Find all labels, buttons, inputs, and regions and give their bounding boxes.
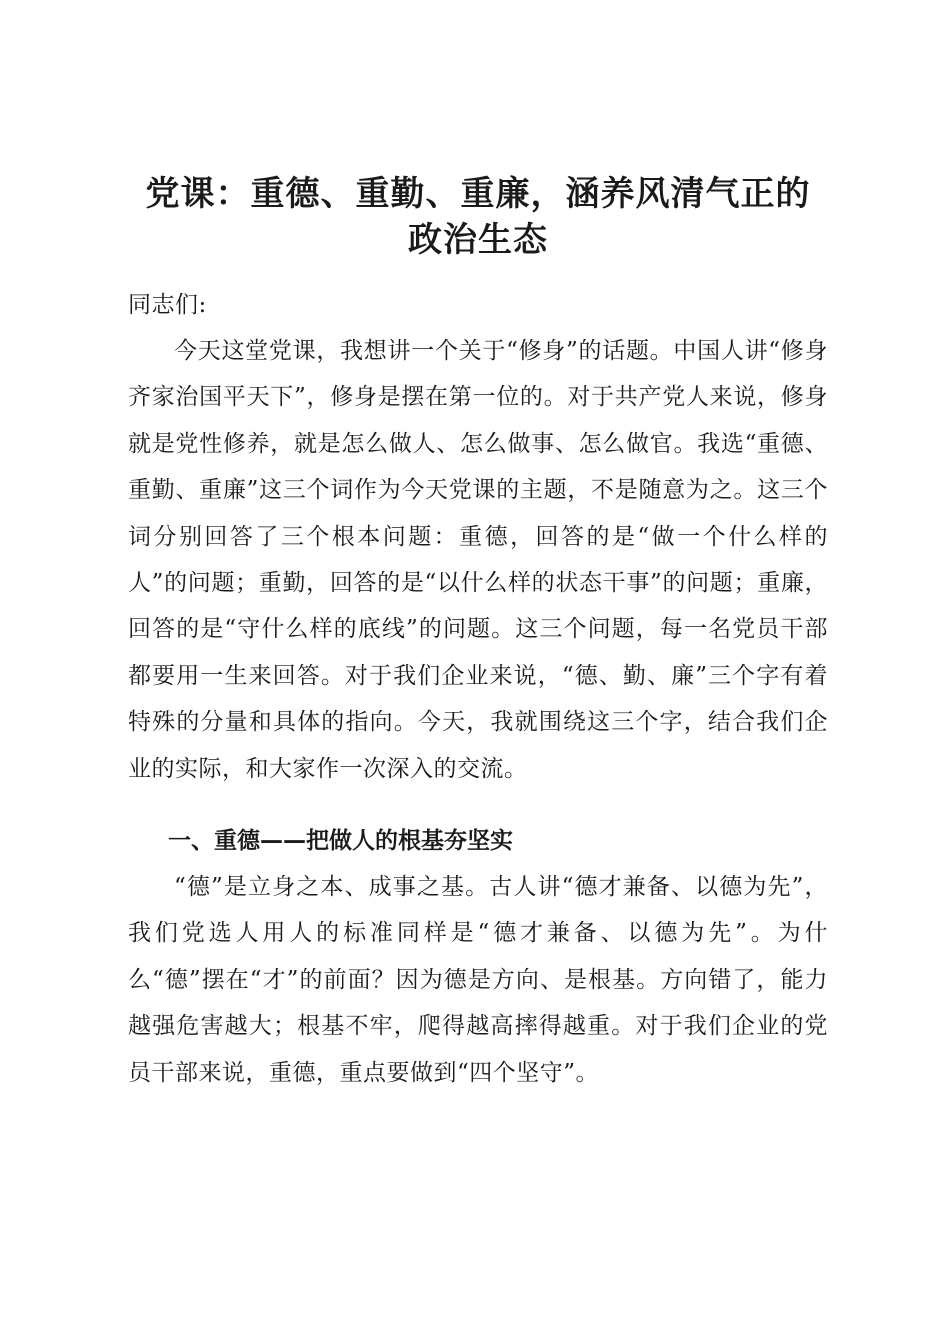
greeting: 同志们:	[128, 292, 207, 318]
intro-paragraph: 今天这堂党课，我想讲一个关于“修身”的话题。中国人讲“修身齐家治国平天下”，修身是摆在第一位的。对于共产党人来说，修身就是党性修养，就是怎么做人、怎么做事、怎么做官。我选“重德、重勤、重廉”这三个词作为今天党课的主题，不是随意为之。这三个词分别回答了三个根本问题：重德，回答的是“做一个什么样的人”的问题；重勤，回答的是“以什么样的状态干事”的问题；重廉，回答的是“守什么样的底线”的问题。这三个问题，每一名党员干部都要用一生来回答。对于我们企业来说，“德、勤、廉”三个字有着特殊的分量和具体的指向。今天，我就围绕这三个字，结合我们企业的实际，和大家作一次深入的交流。	[128, 338, 828, 782]
document-title-line-1: 党课：重德、重勤、重廉，涵养风清气正的	[145, 174, 811, 214]
section-1-paragraph: “德”是立身之本、成事之基。古人讲“德才兼备、以德为先”，我们党选人用人的标准同样是“德才兼备、以德为先”。为什么“德”摆在“才”的前面？因为德是方向、是根基。方向错了，能力越强危害越大；根基不牢，爬得越高摔得越重。对于我们企业的党员干部来说，重德，重点要做到“四个坚守”。	[128, 874, 828, 1086]
document-title-line-2: 政治生态	[408, 220, 548, 260]
section-heading-1: 一、重德——把做人的根基夯坚实	[168, 828, 513, 854]
